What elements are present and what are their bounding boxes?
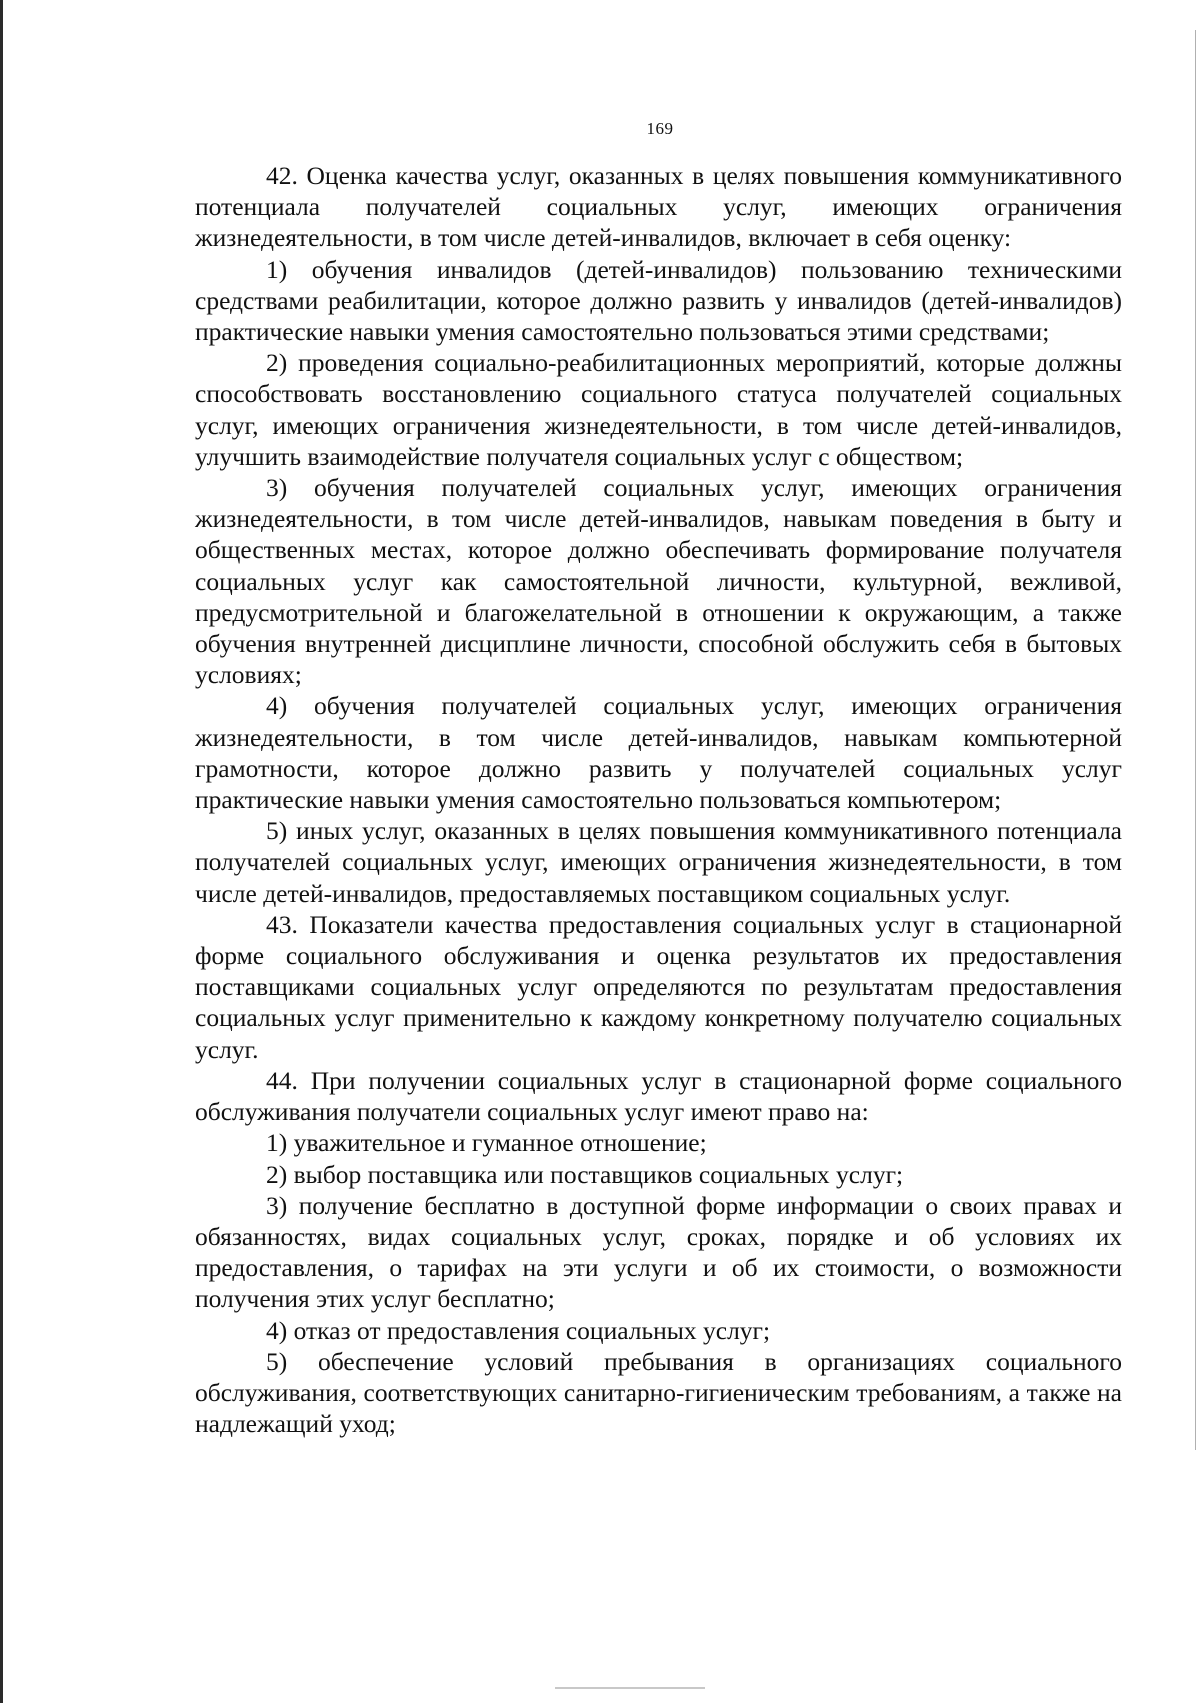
scan-bottom-mark (555, 1687, 705, 1689)
document-body (195, 160, 1122, 1439)
paragraph-43: 43. Показатели качества предоставления социальных услуг в стационарной форме социального обслуживания и оценка результатов их предоставления поставщиками социальных услуг определяются по результатам предоставления социальных услуг применительно к каждому конкретному получателю социальных услуг. (195, 909, 1122, 1064)
list-item-42-1: 1) обучения инвалидов (детей-инвалидов) пользованию техническими средствами реабилитации, которое должно развить у инвалидов (детей-инвалидов) практические навыки умения самостоятельно пользоваться этими средствами; (195, 254, 1122, 347)
list-item-44-4: 4) отказ от предоставления социальных услуг; (266, 1315, 771, 1345)
list-item-42-2: 2) проведения социально-реабилитационных мероприятий, которые должны способствовать восстановлению социального статуса получателей социальных услуг, имеющих ограничения жизнедеятельности, в том числе детей-инвалидов, улучшить взаимодействие получателя социальных услуг с обществом; (195, 348, 1122, 471)
page-number: 169 (646, 119, 674, 138)
scan-right-edge (1195, 30, 1196, 1450)
paragraph-42: 42. Оценка качества услуг, оказанных в целях повышения коммуникативного потенциала получателей социальных услуг, имеющих ограничения жизнедеятельности, в том числе детей-инвалидов, включает в себя оценку: (195, 161, 1122, 253)
scan-left-edge (0, 0, 3, 1703)
list-item-42-5: 5) иных услуг, оказанных в целях повышения коммуникативного потенциала получателей социальных услуг, имеющих ограничения жизнедеятельности, в том числе детей-инвалидов, предоставляемых поставщиком социальных услуг. (195, 816, 1122, 908)
list-item-44-3: 3) получение бесплатно в доступной форме информации о своих правах и обязанностях, видах социальных услуг, сроках, порядке и об условиях их предоставления, о тарифах на эти услуги и об их стоимости, о возможности получения этих услуг бесплатно; (195, 1190, 1122, 1314)
list-item-44-1: 1) уважительное и гуманное отношение; (266, 1128, 707, 1158)
paragraph-44: 44. При получении социальных услуг в стационарной форме социального обслуживания получатели социальных услуг имеют право на: (195, 1065, 1122, 1127)
list-item-44-2: 2) выбор поставщика или поставщиков социальных услуг; (266, 1159, 904, 1189)
list-item-44-5: 5) обеспечение условий пребывания в организациях социального обслуживания, соответствующих санитарно-гигиеническим требованиям, а также на надлежащий уход; (195, 1346, 1122, 1439)
list-item-42-3: 3) обучения получателей социальных услуг, имеющих ограничения жизнедеятельности, в том числе детей-инвалидов, навыкам поведения в быту и общественных местах, которое должно обеспечивать формирование получателя социальных услуг как самостоятельной личности, культурной, вежливой, предусмотрительной и благожелательной в отношении к окружающим, а также обучения внутренней дисциплине личности, способной обслужить себя в бытовых условиях; (195, 473, 1122, 690)
list-item-42-4: 4) обучения получателей социальных услуг, имеющих ограничения жизнедеятельности, в том числе детей-инвалидов, навыкам компьютерной грамотности, которое должно развить у получателей социальных услуг практические навыки умения самостоятельно пользоваться компьютером; (195, 691, 1122, 815)
